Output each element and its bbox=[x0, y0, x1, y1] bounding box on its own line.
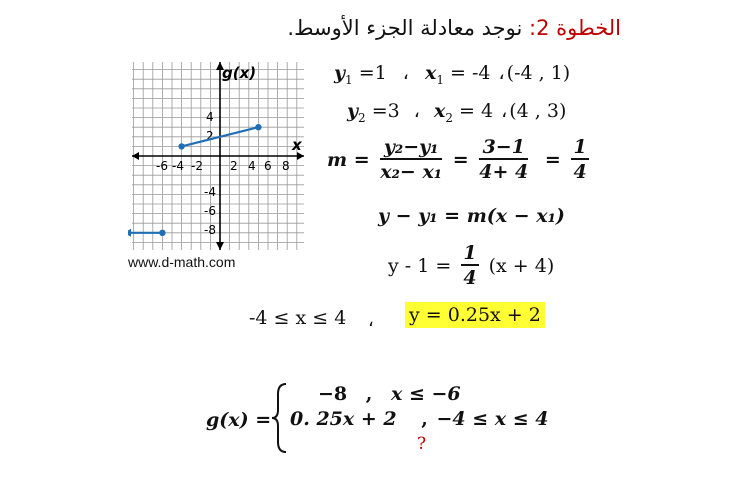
equals-sign: = bbox=[544, 149, 561, 171]
substituted-equation bbox=[388, 242, 554, 290]
separator: ، bbox=[413, 100, 420, 122]
y-axis-arrow-down bbox=[216, 242, 224, 250]
x1-value: = -4 bbox=[443, 62, 491, 84]
y-tick-label: -6 bbox=[204, 204, 216, 218]
highlighted-equation: y = 0.25x + 2 bbox=[405, 302, 545, 328]
function-graph bbox=[128, 58, 308, 270]
step-title bbox=[287, 16, 621, 40]
x-tick-label: 6 bbox=[264, 159, 272, 173]
piece-value: 0. 25x + 2 bbox=[290, 408, 397, 430]
x2-symbol: x bbox=[433, 100, 446, 122]
piecewise-brace bbox=[270, 382, 290, 454]
point-two: (4 , 3) bbox=[509, 100, 567, 122]
separator: ، bbox=[498, 62, 505, 84]
x1-symbol: x bbox=[424, 62, 437, 84]
piece-separator: , bbox=[421, 408, 428, 430]
slope-fraction-numeric bbox=[479, 136, 528, 184]
fraction-numerator: y₂−y₁ bbox=[380, 136, 442, 160]
step-label: الخطوة 2: bbox=[529, 16, 621, 40]
x-axis-arrow-left bbox=[132, 152, 139, 160]
fraction-denominator: 4+ 4 bbox=[479, 161, 529, 183]
x-tick-label: 2 bbox=[230, 159, 238, 173]
piecewise-lhs: g(x) = bbox=[206, 409, 272, 431]
slope-lhs: m = bbox=[327, 149, 370, 171]
separator: ، bbox=[368, 310, 374, 331]
piecewise-unknown: ? bbox=[417, 434, 427, 454]
function-label: g(x) bbox=[222, 64, 257, 82]
piecewise-row-1 bbox=[318, 383, 461, 405]
y1-value: =1 bbox=[352, 62, 387, 84]
piece-value: −8 bbox=[318, 383, 348, 405]
fraction-numerator: 3−1 bbox=[479, 136, 528, 160]
x-axis-label: x bbox=[292, 136, 302, 154]
x2-value: = 4 bbox=[452, 100, 494, 122]
closed-endpoint bbox=[255, 124, 261, 130]
y2-symbol: y bbox=[347, 100, 359, 122]
closed-endpoint bbox=[159, 230, 165, 236]
substituted-lhs: y - 1 = bbox=[388, 255, 452, 277]
y2-subscript: 2 bbox=[358, 110, 366, 125]
step-text: نوجد معادلة الجزء الأوسط. bbox=[287, 16, 529, 40]
y2-value: =3 bbox=[365, 100, 400, 122]
piece-condition: x ≤ −6 bbox=[391, 383, 461, 405]
x-tick-label: -2 bbox=[191, 159, 203, 173]
x-tick-label: -4 bbox=[172, 159, 184, 173]
slope-equation bbox=[327, 136, 593, 184]
separator: ، bbox=[402, 62, 409, 84]
x-tick-label: 4 bbox=[248, 159, 256, 173]
equals-sign: = bbox=[452, 149, 469, 171]
piecewise-row-2 bbox=[290, 408, 548, 430]
substituted-fraction bbox=[461, 242, 478, 290]
fraction-numerator: 1 bbox=[573, 136, 587, 158]
piece-separator: , bbox=[365, 383, 373, 405]
separator: ، bbox=[501, 100, 508, 122]
fraction-denominator: 4 bbox=[573, 161, 587, 183]
x1-subscript: 1 bbox=[436, 72, 444, 87]
fraction-denominator: 4 bbox=[463, 267, 477, 289]
domain-condition: -4 ≤ x ≤ 4 bbox=[249, 307, 347, 329]
y-tick-label: 4 bbox=[206, 110, 214, 124]
point-one-line bbox=[334, 62, 570, 87]
point-slope-form: y − y₁ = m(x − x₁) bbox=[378, 205, 565, 227]
plot-layer bbox=[128, 124, 262, 237]
fraction-numerator: 1 bbox=[463, 242, 477, 264]
substituted-rhs: (x + 4) bbox=[488, 255, 555, 277]
fraction-denominator: x₂− x₁ bbox=[380, 161, 443, 183]
segment-arrow bbox=[128, 229, 131, 237]
slope-fraction-result bbox=[571, 136, 588, 184]
y1-symbol: y bbox=[334, 62, 346, 84]
y-tick-label: -8 bbox=[204, 223, 216, 237]
y1-subscript: 1 bbox=[345, 72, 353, 87]
slope-fraction-symbolic bbox=[380, 136, 442, 184]
x-tick-label: 8 bbox=[282, 159, 290, 173]
result-equation bbox=[405, 304, 545, 326]
point-two-line bbox=[347, 100, 566, 125]
x-tick-label: -6 bbox=[156, 159, 168, 173]
y-tick-label: -4 bbox=[204, 185, 216, 199]
y-tick-label: 2 bbox=[206, 129, 214, 143]
x2-subscript: 2 bbox=[445, 110, 453, 125]
piece-condition: −4 ≤ x ≤ 4 bbox=[436, 408, 549, 430]
point-one: (-4 , 1) bbox=[506, 62, 571, 84]
watermark: www.d-math.com bbox=[128, 254, 236, 270]
closed-endpoint bbox=[178, 143, 184, 149]
